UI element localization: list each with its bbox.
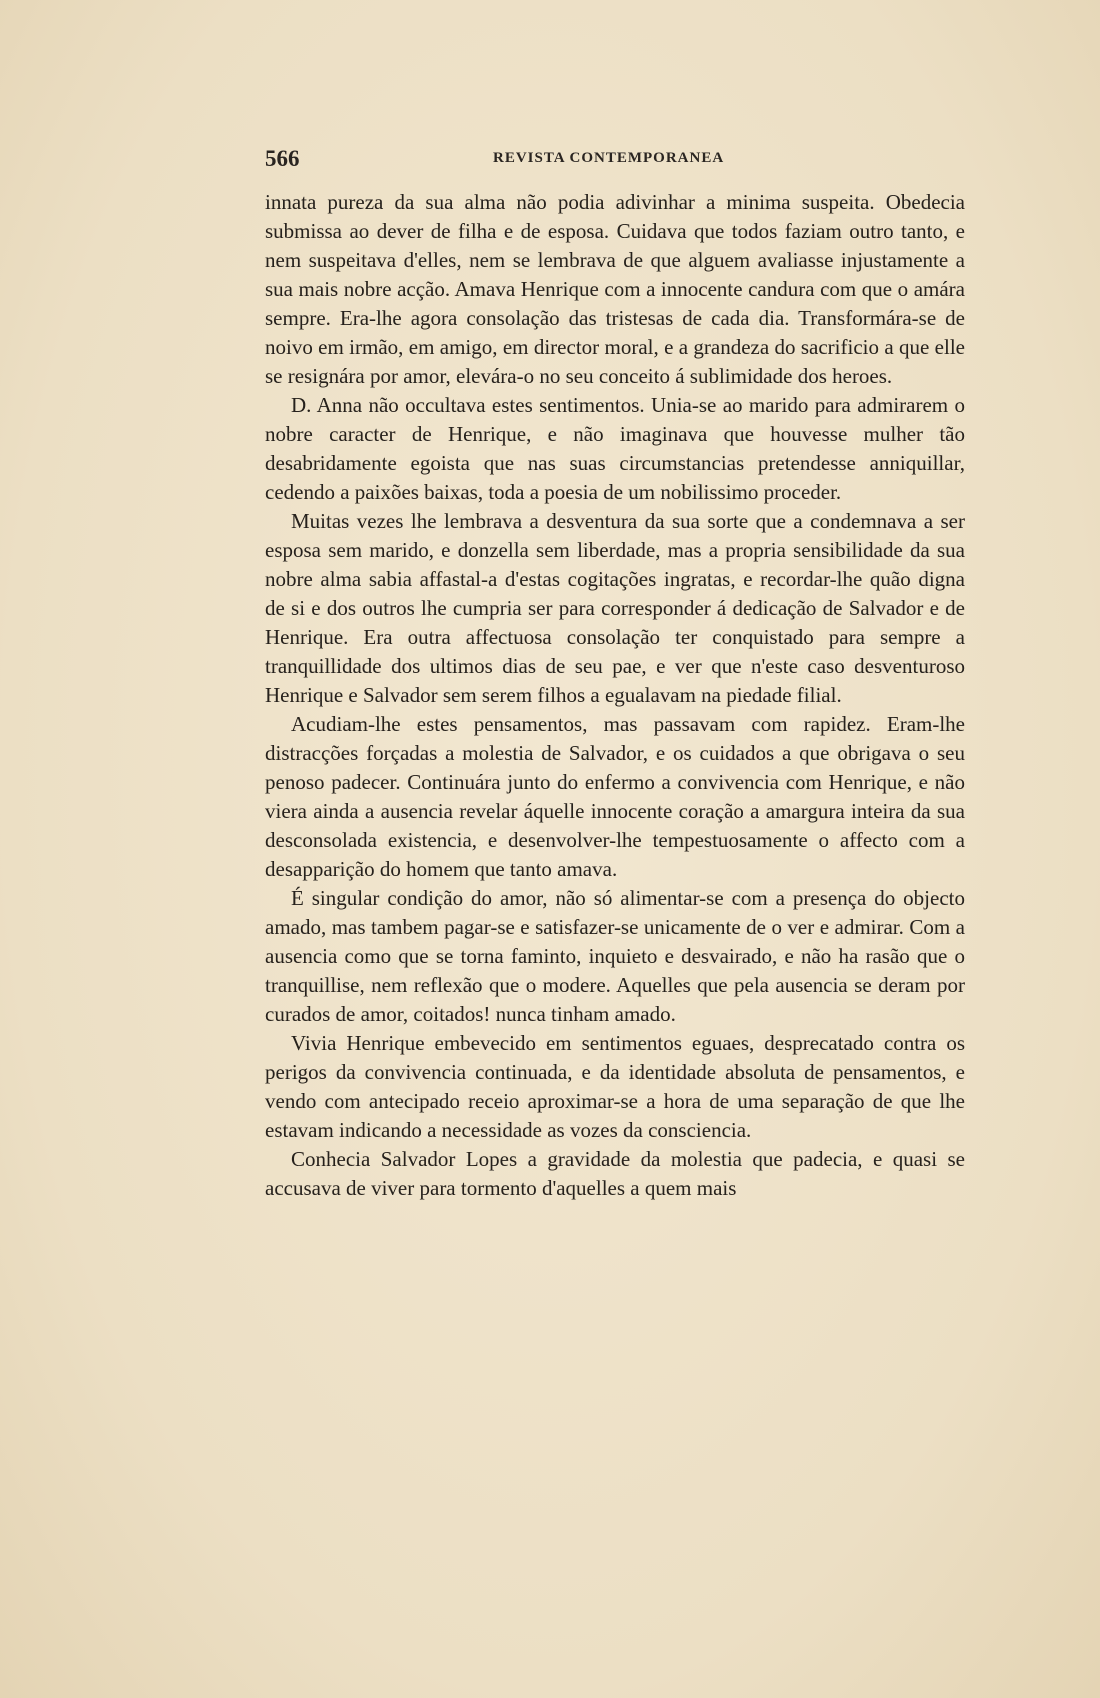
- paragraph: D. Anna não occultava estes sentimentos. Unia-se ao marido para admirarem o nobre caracter de Henrique, e não imaginava que houvesse mulher tão desabridamente egoista que nas suas circumstancias pretendesse anniquillar, cedendo a paixões baixas, toda a poesia de um nobilissimo proceder.: [265, 393, 965, 504]
- paragraph: Conhecia Salvador Lopes a gravidade da molestia que padecia, e quasi se accusava de viver para tormento d'aquelles a quem mais: [265, 1147, 965, 1200]
- body-text: [265, 188, 965, 1203]
- paragraph: innata pureza da sua alma não podia adivinhar a minima suspeita. Obedecia submissa ao dever de filha e de esposa. Cuidava que todos faziam outro tanto, e nem suspeitava d'elles, nem se lembrava de que alguem avaliasse injustamente a sua mais nobre acção. Amava Henrique com a innocente candura com que o amára sempre. Era-lhe agora consolação das tristesas de cada dia. Transformára-se de noivo em irmão, em amigo, em director moral, e a grandeza do sacrificio a que elle se resignára por amor, elevára-o no seu conceito á sublimidade dos heroes.: [265, 190, 965, 388]
- paragraph: Muitas vezes lhe lembrava a desventura da sua sorte que a condemnava a ser esposa sem marido, e donzella sem liberdade, mas a propria sensibilidade da sua nobre alma sabia affastal-a d'estas cogitações ingratas, e recordar-lhe quão digna de si e dos outros lhe cumpria ser para corresponder á dedicação de Salvador e de Henrique. Era outra affectuosa consolação ter conquistado para sempre a tranquillidade dos ultimos dias de seu pae, e ver que n'este caso desventuroso Henrique e Salvador sem serem filhos a egualavam na piedade filial.: [265, 509, 965, 707]
- page-header: [265, 146, 965, 176]
- paragraph: É singular condição do amor, não só alimentar-se com a presença do objecto amado, mas tambem pagar-se e satisfazer-se unicamente de o ver e admirar. Com a ausencia como que se torna faminto, inquieto e desvairado, e não ha rasão que o tranquillise, nem reflexão que o modere. Aquelles que pela ausencia se deram por curados de amor, coitados! nunca tinham amado.: [265, 886, 965, 1026]
- paragraph: Vivia Henrique embevecido em sentimentos eguaes, desprecatado contra os perigos da convivencia continuada, e da identidade absoluta de pensamentos, e vendo com antecipado receio aproximar-se a hora de uma separação de que lhe estavam indicando a necessidade as vozes da consciencia.: [265, 1031, 965, 1142]
- running-title: REVISTA CONTEMPORANEA: [493, 150, 725, 166]
- page-number: 566: [265, 146, 300, 171]
- paragraph: Acudiam-lhe estes pensamentos, mas passavam com rapidez. Eram-lhe distracções forçadas a molestia de Salvador, e os cuidados a que obrigava o seu penoso padecer. Continuára junto do enfermo a convivencia com Henrique, e não viera ainda a ausencia revelar áquelle innocente coração a amargura inteira da sua desconsolada existencia, e desenvolver-lhe tempestuosamente o affecto com a desapparição do homem que tanto amava.: [265, 712, 965, 881]
